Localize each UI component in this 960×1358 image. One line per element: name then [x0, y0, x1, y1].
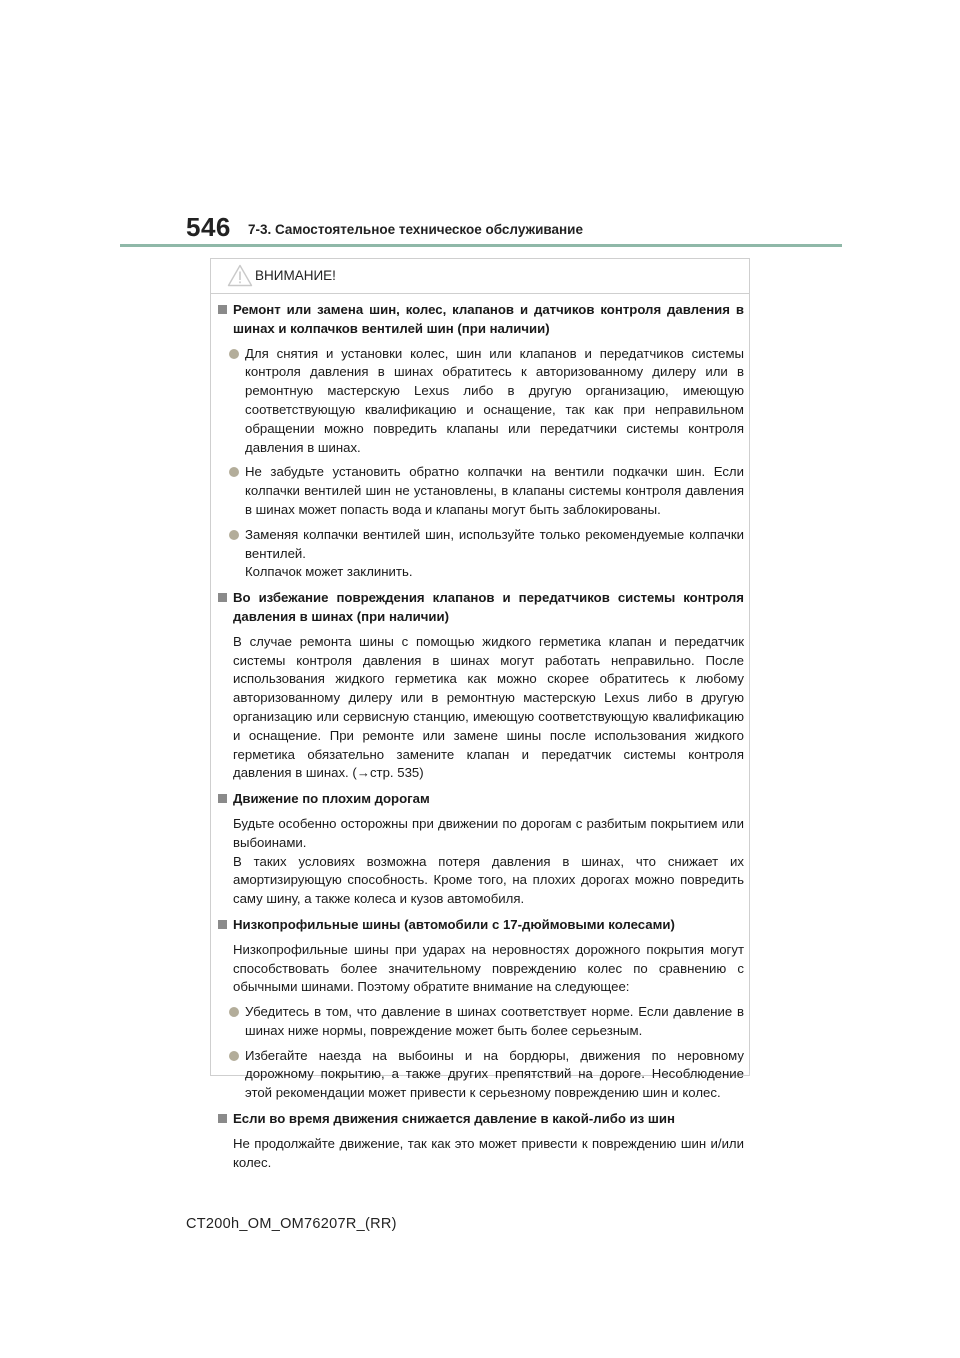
section-title: 7-3. Самостоятельное техническое обслуживание: [248, 222, 583, 237]
round-bullet-icon: [229, 1051, 239, 1061]
warning-label: ВНИМАНИЕ!: [255, 268, 336, 283]
section-heading-text: Во избежание повреждения клапанов и передатчиков системы контроля давления в шинах (при наличии): [233, 590, 744, 624]
round-bullet-icon: [229, 530, 239, 540]
square-bullet-icon: [218, 794, 227, 803]
warning-section: [216, 1110, 744, 1172]
page-header: [186, 212, 846, 246]
bullet-text: Избегайте наезда на выбоины и на бордюры, движения по неровному дорожному покрытию, а также других препятствий на дороге. Несоблюдение этой рекомендации может привести к серьезному повреждению шин и колес.: [245, 1047, 744, 1101]
warning-section: [216, 301, 744, 582]
square-bullet-icon: [218, 305, 227, 314]
warning-triangle-icon: [227, 264, 253, 287]
page-number: 546: [186, 212, 231, 242]
round-bullet-icon: [229, 1007, 239, 1017]
bullet-text: Заменяя колпачки вентилей шин, используйте только рекомендуемые колпачки вентилей. Колпачок может заклинить.: [245, 526, 744, 580]
section-heading: [216, 916, 744, 935]
bullet-item: [216, 463, 744, 519]
header-divider: [120, 244, 842, 247]
section-heading-text: Ремонт или замена шин, колес, клапанов и датчиков контроля давления в шинах и колпачков вентилей шин (при наличии): [233, 302, 744, 336]
bullet-text: Не забудьте установить обратно колпачки на вентили подкачки шин. Если колпачки вентилей шин не установлены, в клапаны системы контроля давления в шинах может попасть вода и клапаны могут быть заблокированы.: [245, 464, 744, 517]
section-paragraph: Будьте особенно осторожны при движении по дорогам с разбитым покрытием или выбоинами. В таких условиях возможна потеря давления в шинах, что снижает их амортизирующую способность. Кроме того, на плохих дорогах можно повредить саму шину, а также колеса и кузов автомобиля.: [233, 815, 744, 907]
section-heading-text: Низкопрофильные шины (автомобили с 17-дюймовыми колесами): [233, 916, 675, 932]
warning-content: [216, 301, 744, 1179]
section-heading-text: Если во время движения снижается давление в какой-либо из шин: [233, 1111, 675, 1127]
bullet-item: [216, 345, 744, 458]
section-heading: [216, 589, 744, 627]
document-code: CT200h_OM_OM76207R_(RR): [186, 1216, 397, 1232]
square-bullet-icon: [218, 593, 227, 602]
section-paragraph: Низкопрофильные шины при ударах на неровностях дорожного покрытия могут способствовать более значительному повреждению колес по сравнению с обычными шинами. Поэтому обратите внимание на следующее:: [233, 941, 744, 995]
section-paragraph: Не продолжайте движение, так как это может привести к повреждению шин и/или колес.: [233, 1135, 744, 1170]
bullet-text: Для снятия и установки колес, шин или клапанов и передатчиков системы контроля давления в шинах обратитесь к авторизованному дилеру или в ремонтную мастерскую Lexus либо в другую организацию, имеющую соответствующую квалификацию и оснащение, так как при неправильном обращении можно повредить клапаны или передатчики системы контроля давления в шинах.: [245, 345, 744, 455]
section-paragraph: В случае ремонта шины с помощью жидкого герметика клапан и передатчик системы контроля давления в шинах могут работать неправильно. После использования жидкого герметика как можно скорее обратитесь к любому авторизованному дилеру или в ремонтную мастерскую Lexus либо в другую организацию или сервисную станцию, имеющую соответствующую квалификацию и оснащение. При ремонте или замене шины после использования жидкого герметика обязательно замените клапан и передатчик системы контроля давления в шинах. (→стр. 535): [233, 633, 744, 781]
section-heading: [216, 301, 744, 339]
warning-section: [216, 589, 744, 783]
warning-box: [210, 258, 750, 1170]
round-bullet-icon: [229, 349, 239, 359]
warning-section: [216, 916, 744, 1103]
bullet-item: [216, 1003, 744, 1041]
bullet-text: Убедитесь в том, что давление в шинах соответствует норме. Если давление в шинах ниже нормы, повреждение может быть более серьезным.: [245, 1004, 744, 1038]
bullet-item: [216, 526, 744, 582]
warning-section: [216, 790, 744, 909]
section-heading: [216, 1110, 744, 1129]
square-bullet-icon: [218, 1114, 227, 1123]
section-heading: [216, 790, 744, 809]
bullet-item: [216, 1047, 744, 1103]
round-bullet-icon: [229, 467, 239, 477]
square-bullet-icon: [218, 920, 227, 929]
section-heading-text: Движение по плохим дорогам: [233, 791, 430, 807]
warning-header: [211, 259, 749, 294]
